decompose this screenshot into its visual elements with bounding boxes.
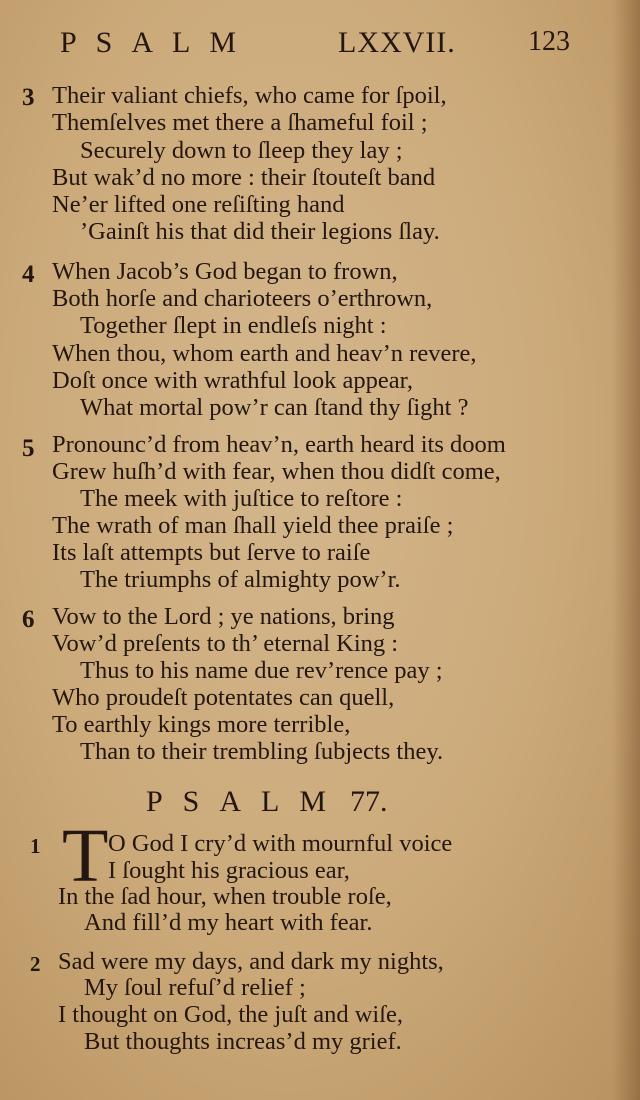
verse-line: Sad were my days, and dark my nights, [58, 948, 444, 975]
verse-line: I ſought his gracious ear, [108, 857, 350, 884]
psalm-heading-number: 77. [350, 785, 388, 818]
stanza-number: 3 [22, 84, 35, 111]
verse-line: Their valiant chiefs, who came for ſpoil, [52, 82, 447, 109]
stanza-number: 5 [22, 435, 35, 462]
running-head [60, 26, 570, 62]
stanza-number: 1 [30, 834, 41, 858]
verse-line: Thus to his name due rev’rence pay ; [80, 657, 443, 684]
verse-line: When thou, whom earth and heav’n revere, [52, 340, 477, 367]
verse-line: To earthly kings more terrible, [52, 711, 351, 738]
stanza-number: 4 [22, 261, 35, 288]
verse-line: Vow to the Lord ; ye nations, bring [52, 603, 395, 630]
verse-line: ’Gainſt his that did their legions ſlay. [80, 218, 440, 245]
stanza-number: 2 [30, 952, 41, 976]
verse-line: Who proudeſt potentates can quell, [52, 684, 395, 711]
verse-line: Themſelves met there a ſhameful foil ; [52, 109, 428, 136]
verse-line: Pronounc’d from heav’n, earth heard its doom [52, 431, 506, 458]
verse-line: Than to their trembling ſubjects they. [80, 738, 444, 765]
page-number: 123 [528, 26, 570, 57]
verse-line: Doſt once with wrathful look appear, [52, 367, 413, 394]
verse-line: Both horſe and charioteers o’erthrown, [52, 285, 433, 312]
running-head-title: PSALM [60, 26, 256, 59]
verse-line: In the ſad hour, when trouble roſe, [58, 883, 392, 910]
verse-line: I thought on God, the juſt and wiſe, [58, 1001, 403, 1028]
verse-line: Grew huſh’d with fear, when thou didſt come, [52, 458, 501, 485]
verse-line: But wak’d no more : their ſtouteſt band [52, 164, 436, 191]
verse-line: Together ſlept in endleſs night : [80, 312, 387, 339]
verse-line: Vow’d preſents to th’ eternal King : [52, 630, 399, 657]
verse-line: The wrath of man ſhall yield thee praiſe ; [52, 512, 454, 539]
verse-line: The triumphs of almighty pow’r. [80, 566, 401, 593]
running-head-numeral: LXXVII. [338, 26, 456, 59]
verse-line: Securely down to ſleep they lay ; [80, 137, 403, 164]
verse-line: What mortal pow’r can ſtand thy ſight ? [80, 394, 469, 421]
psalm-heading [146, 785, 388, 819]
verse-line: Its laſt attempts but ſerve to raiſe [52, 539, 371, 566]
psalm-heading-title: PSALM [146, 785, 347, 818]
verse-line: But thoughts increas’d my grief. [84, 1028, 402, 1055]
verse-line: When Jacob’s God began to frown, [52, 258, 398, 285]
verse-line: Ne’er lifted one reſiſting hand [52, 191, 345, 218]
verse-line: O God I cry’d with mournful voice [108, 830, 453, 857]
verse-line: The meek with juſtice to reſtore : [80, 485, 403, 512]
stanza-number: 6 [22, 606, 35, 633]
verse-line: My ſoul refuſ’d relief ; [84, 974, 306, 1001]
drop-capital: T [62, 814, 109, 898]
verse-line: And fill’d my heart with fear. [84, 909, 373, 936]
